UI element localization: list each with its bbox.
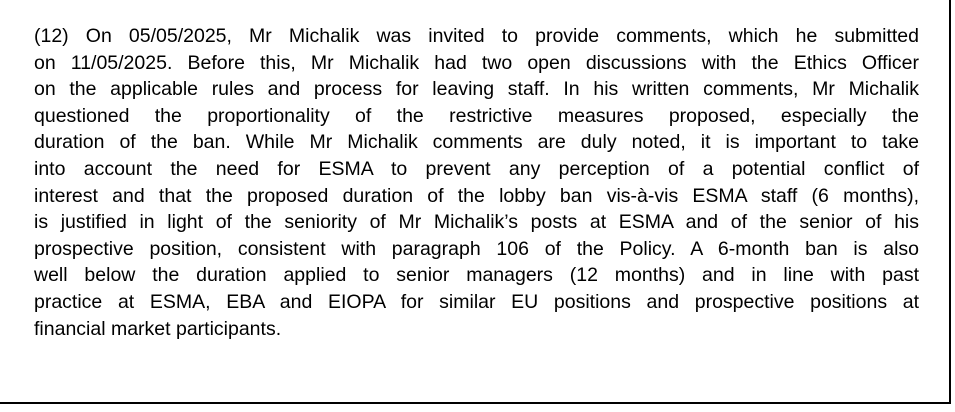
paragraph-line: practice at ESMA, EBA and EIOPA for similar EU positions and prospective positions at bbox=[34, 290, 919, 313]
paragraph-line: prospective position, consistent with paragraph 106 of the Policy. A 6-month ban is also bbox=[34, 237, 919, 260]
paragraph-line: interest and that the proposed duration of the lobby ban vis-à-vis ESMA staff (6 months), bbox=[34, 184, 919, 207]
paragraph-line: duration of the ban. While Mr Michalik comments are duly noted, it is important to take bbox=[34, 131, 919, 154]
paragraph-line-last: financial market participants. bbox=[34, 317, 282, 340]
paragraph-line: (12) On 05/05/2025, Mr Michalik was invited to provide comments, which he submitted bbox=[34, 25, 919, 47]
paragraph-line: is justified in light of the seniority of Mr Michalik’s posts at ESMA and of the senior of his bbox=[34, 211, 919, 234]
paragraph-line: well below the duration applied to senior managers (12 months) and in line with past bbox=[34, 264, 919, 287]
paragraph-12 bbox=[34, 23, 919, 342]
paragraph-line: questioned the proportionality of the restrictive measures proposed, especially the bbox=[34, 104, 919, 127]
paragraph-line: into account the need for ESMA to prevent any perception of a potential conflict of bbox=[34, 157, 919, 180]
paragraph-line: on 11/05/2025. Before this, Mr Michalik had two open discussions with the Ethics Officer bbox=[34, 51, 919, 74]
paragraph-line: on the applicable rules and process for leaving staff. In his written comments, Mr Michalik bbox=[34, 78, 919, 101]
